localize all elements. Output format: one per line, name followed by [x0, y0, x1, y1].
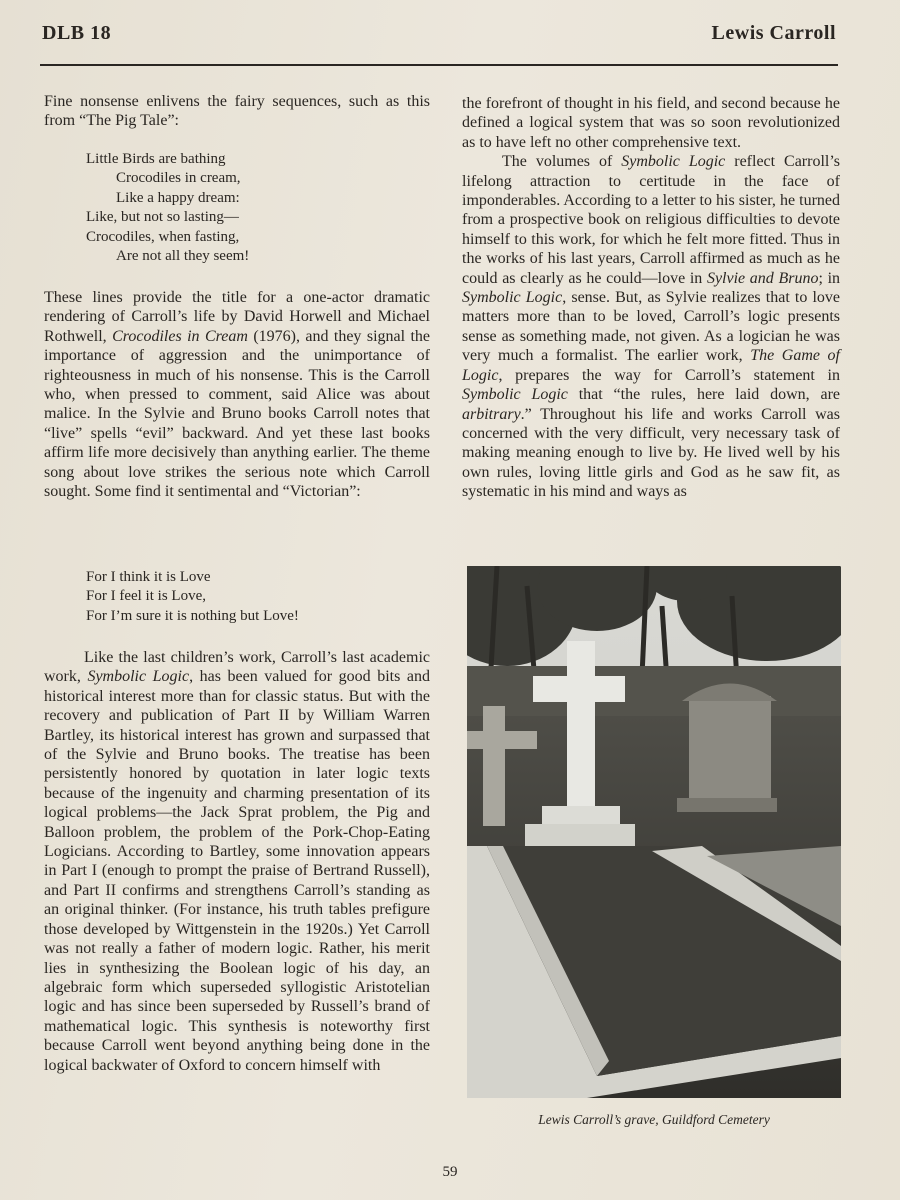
poem-line: Like a happy dream: [116, 189, 240, 206]
poem-line: Like, but not so lasting— [86, 209, 239, 226]
text-run: , prepares the way for Carroll’s statement in [498, 366, 840, 384]
grave-photograph [467, 566, 841, 1098]
text-run: ; in [818, 269, 841, 287]
pig-tale-poem [86, 150, 249, 266]
poem-line: For I feel it is Love, [86, 588, 206, 605]
poem-line: For I think it is Love [86, 569, 211, 585]
entry-title: Lewis Carroll [711, 22, 836, 44]
work-title: Symbolic Logic [621, 153, 726, 171]
text-run: These lines provide the title for a one-actor dramatic rendering of Carroll’s life by David Horwell and Michael Rothwell, [44, 289, 430, 345]
text-run: reflect Carroll’s lifelong attraction to certitude in the face of imponderables. According to a letter to his sister, he turned from a prospective book on religious difficulties to devote himself to this work, for which he felt more fitted. Thus in the works of his last years, Carroll affirmed as much as he could as clearly as he could—love in [462, 153, 841, 287]
work-title: Symbolic Logic [462, 289, 563, 307]
series-label: DLB 18 [42, 22, 112, 44]
grave-photo-illustration [467, 566, 841, 1098]
running-header [40, 18, 838, 66]
right-column [462, 94, 840, 502]
crocodiles-paragraph [44, 288, 430, 501]
work-title: The Game of Logic [462, 347, 840, 384]
work-title: Symbolic Logic [87, 668, 190, 686]
text-run: .” Throughout his life and works Carroll was concerned with the very difficult, very necessary task of making meaning enough to live by. He lived well by his own rules, loving little girls and God as he saw fit, as systematic in his mind and ways as [462, 405, 840, 501]
work-title: Sylvie and Bruno [706, 269, 819, 287]
text-run: The volumes of [502, 153, 622, 171]
text-run: that “the rules, here laid down, are [567, 386, 841, 404]
intro-paragraph: Fine nonsense enlivens the fairy sequences, such as this from “The Pig Tale”: [44, 93, 430, 130]
figure-caption: Lewis Carroll’s grave, Guildford Cemetery [538, 1112, 770, 1127]
poem-line: Are not all they seem! [116, 248, 250, 265]
poem-line: Little Birds are bathing [86, 151, 226, 167]
love-poem [86, 568, 299, 626]
text-run: , sense. But, as Sylvie realizes that to love matters more than to be loved, Carroll’s logic presents sense as something made, not given. As a logician he was very much a formalist. The earlier work, [462, 289, 841, 365]
poem-line: Crocodiles in cream, [116, 170, 241, 187]
text-run: (1976), and they signal the importance of aggression and the unimportance of righteousness in much of his nonsense. This is the Carroll who, when pressed to comment, said Alice was about malice. In the Sylvie and Bruno books Carroll notes that “live” spells “evil” backward. And yet these last books affirm life more decisively than anything earlier. The theme song about love strikes the serious note which Carroll sought. Some find it sentimental and “Victorian”: [44, 327, 431, 501]
emphasis: arbitrary [462, 405, 521, 423]
poem-line: Crocodiles, when fasting, [86, 228, 240, 245]
volumes-paragraph [462, 152, 840, 501]
page-number: 59 [442, 1164, 458, 1180]
text-run: , has been valued for good bits and historical interest more than for classic status. But with the recovery and publication of Part II by William Warren Bartley, its historical interest has grown and surpassed that of the Sylvie and Bruno books. The treatise has been persistently honored by quotation in later logic texts because of the ingenuity and charming presentation of its logical problems—the Jack Sprat problem, the Pig and Balloon problem, the problem of the Pork-Chop-Eating Logicians. According to Bartley, some innovation appears in Part I (enough to prompt the praise of Bertrand Russell), and Part II confirms and strengthens Carroll’s standing as an original thinker. (For instance, his truth tables prefigure those developed by Wittgenstein in the 1920s.) Yet Carroll was not really a father of modern logic. Rather, his merit lies in synthesizing the Boolean logic of his day, an algebraic form which superseded syllogistic Aristotelian logic and has since been superseded by Russell’s brand of mathematical logic. This synthesis is noteworthy first because Carroll went beyond anything being done in the logical backwater of Oxford to concern himself with [44, 668, 431, 1074]
text-run: Like the last children’s work, Carroll’s last academic work, [44, 649, 430, 686]
symbolic-logic-paragraph [44, 648, 430, 1075]
work-title: Crocodiles in Cream [112, 327, 248, 345]
poem-line: For I’m sure it is nothing but Love! [86, 607, 299, 624]
work-title: Symbolic Logic [462, 386, 568, 404]
continued-paragraph: the forefront of thought in his field, and second because he defined a logical system that was so soon revolutionized as to have left no other comprehensive text. [462, 95, 840, 151]
